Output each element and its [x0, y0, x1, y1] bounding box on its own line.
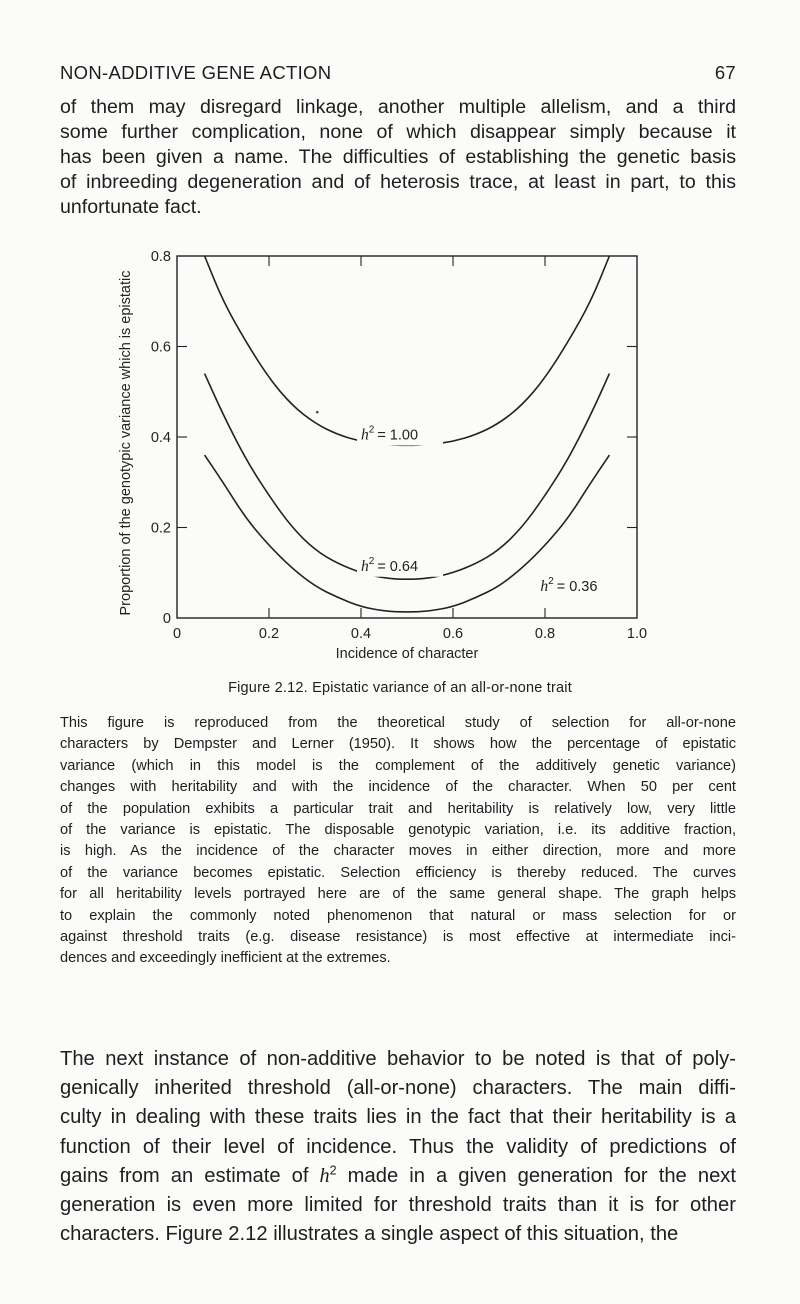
y-tick-label: 0.6 — [150, 339, 171, 356]
y-tick-label: 0 — [162, 611, 171, 627]
caption-line: of the variance is epistatic. The disposable genotypic variation, i.e. its additive fraction, — [60, 822, 736, 839]
page-number: 67 — [714, 62, 736, 83]
running-head — [60, 62, 740, 86]
series-label-symbol: h — [540, 577, 549, 595]
series-label-value: = 0.64 — [377, 558, 419, 575]
top-paragraph-line: of inbreeding degeneration and of heterosis trace, at least in part, to this — [60, 171, 736, 193]
y-tick-label: 0.8 — [150, 249, 171, 265]
top-paragraph-line: of them may disregard linkage, another multiple allelism, and a third — [60, 96, 736, 118]
series-label-exponent: 2 — [548, 575, 554, 587]
series-label — [357, 424, 443, 446]
bottom-paragraph-line: genically inherited threshold (all-or-none) characters. The main diffi- — [60, 1077, 736, 1100]
bottom-paragraph — [60, 1045, 736, 1249]
caption-line: of the variance becomes epistatic. Selection efficiency is thereby reduced. The curves — [60, 864, 736, 881]
series-label — [536, 575, 622, 597]
caption-line: dences and exceedingly inefficient at the extremes. — [60, 950, 391, 967]
scan-dot — [316, 411, 319, 414]
top-paragraph-line: has been given a name. The difficulties of establishing the genetic basis — [60, 146, 736, 168]
caption-line: changes with heritability and with the incidence of the character. When 50 per cent — [60, 779, 736, 796]
x-tick-label: 0 — [172, 626, 182, 642]
series-label-symbol: h — [361, 557, 369, 575]
bottom-paragraph-line: The next instance of non-additive behavior to be noted is that of poly- — [60, 1048, 736, 1070]
series-label-value: = 0.36 — [556, 578, 598, 595]
bottom-paragraph-line: generation is even more limited for threshold traits than it is for other — [60, 1194, 736, 1217]
heritability-symbol: h — [319, 1164, 330, 1187]
figure-caption-title: Figure 2.12. Epistatic variance of an all-or-none trait — [228, 680, 572, 696]
caption-line: of the population exhibits a particular trait and heritability is relatively low, very little — [60, 800, 736, 817]
caption-line: against threshold traits (e.g. disease resistance) is most effective at intermediate inci- — [60, 929, 736, 946]
caption-line: characters by Dempster and Lerner (1950). It shows how the percentage of epistatic — [60, 736, 736, 753]
chart-labels — [118, 249, 647, 662]
running-head-title: NON-ADDITIVE GENE ACTION — [60, 62, 332, 83]
x-tick-label: 0.2 — [258, 626, 280, 642]
caption-line: This figure is reproduced from the theoretical study of selection for all-or-none — [60, 715, 736, 731]
caption-line: is high. As the incidence of the character moves in either direction, more and more — [60, 843, 736, 860]
top-paragraph — [60, 95, 736, 220]
bottom-paragraph-line: function of their level of incidence. Thus the validity of predictions of — [60, 1135, 736, 1158]
series-line — [205, 256, 610, 445]
series-label-symbol: h — [361, 426, 369, 444]
top-paragraph-line: some further complication, none of which disappear simply because it — [60, 121, 736, 143]
x-tick-label: 0.4 — [350, 626, 372, 642]
caption-line: for all heritability levels portrayed here are of the same general shape. The graph helps — [60, 886, 736, 903]
top-paragraph-line: unfortunate fact. — [60, 196, 202, 218]
caption-line: variance (which in this model is the complement of the additively genetic variance) — [60, 757, 736, 774]
caption-line: to explain the commonly noted phenomenon that natural or mass selection for or — [60, 907, 736, 924]
x-tick-label: 1.0 — [626, 626, 648, 642]
series-label-exponent: 2 — [368, 555, 375, 567]
figure-caption-body — [60, 713, 736, 970]
x-axis-label: Incidence of character — [335, 646, 479, 662]
series-line — [205, 374, 610, 580]
series-label — [357, 555, 443, 577]
y-axis-label: Proportion of the genotypic variance which is epistatic — [118, 270, 134, 616]
figure-chart — [100, 245, 720, 665]
y-tick-label: 0.4 — [150, 430, 171, 446]
bottom-paragraph-line: culty in dealing with these traits lies in the fact that their heritability is a — [60, 1106, 736, 1129]
series-label-value: = 1.00 — [377, 427, 419, 444]
bottom-paragraph-line: characters. Figure 2.12 illustrates a single aspect of this situation, the — [60, 1223, 679, 1246]
y-tick-label: 0.2 — [150, 520, 171, 537]
series-label-exponent: 2 — [368, 424, 375, 436]
x-tick-label: 0.6 — [442, 626, 464, 642]
x-tick-label: 0.8 — [534, 626, 556, 642]
bottom-paragraph-line: gains from an estimate of $h^2$ made in a given generation for the next — [60, 1163, 736, 1187]
heritability-exponent: 2 — [329, 1163, 337, 1178]
